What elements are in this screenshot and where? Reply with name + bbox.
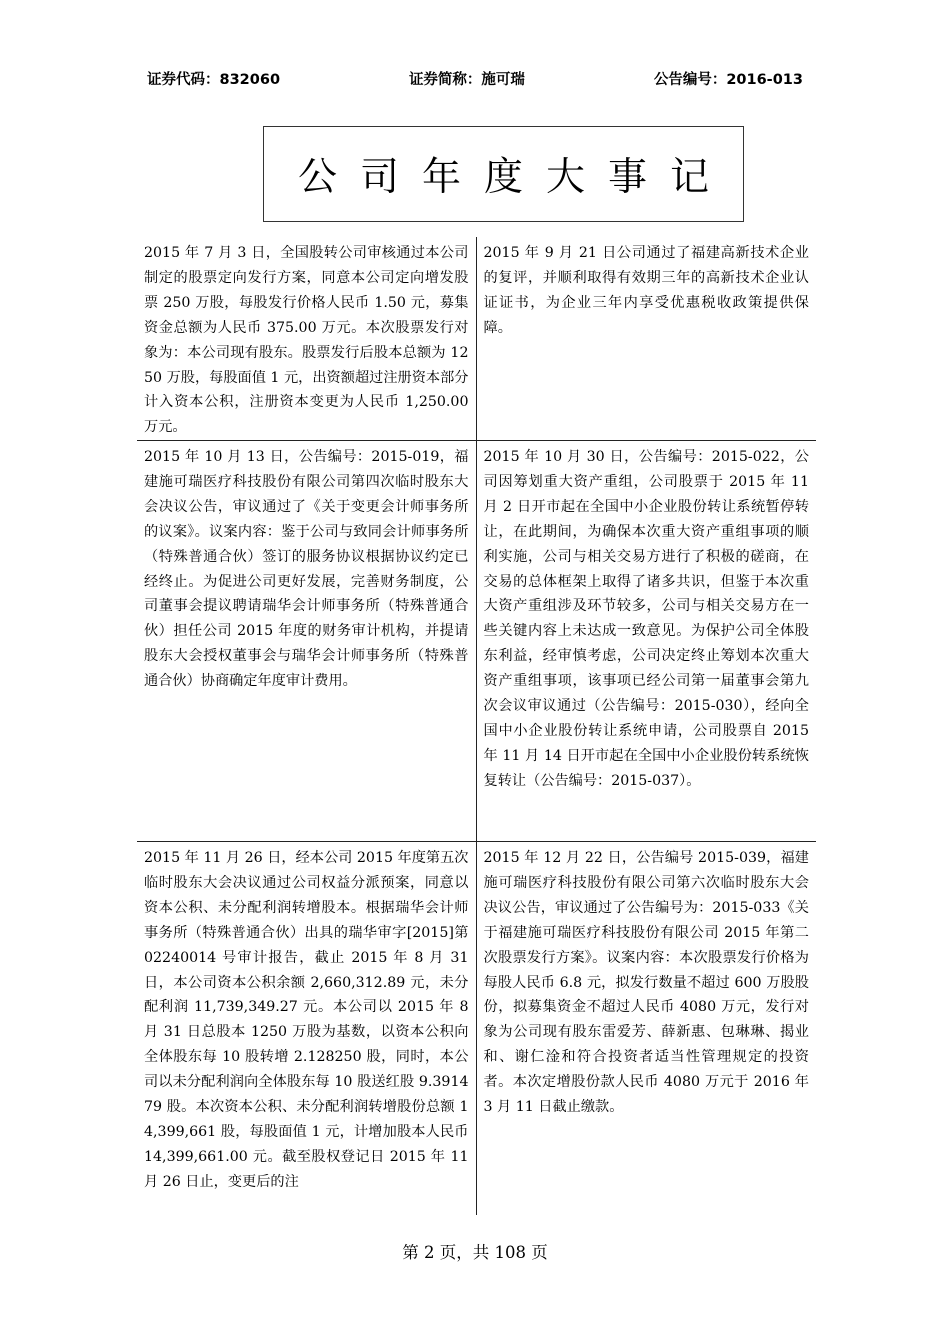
- table-row: [137, 441, 816, 842]
- event-cell: 2015 年 12 月 22 日，公告编号 2015-039，福建施可瑞医疗科技股份有限公司第六次临时股东大会决议公告，审议通过了公告编号为：2015-033《关于福建施可瑞医疗科技股份有限公司 2015 年第二次股票发行方案》。议案内容：本次股票发行价格为每股人民币 6.8 元，拟发行数量不超过 600 万股股份，拟募集资金不超过人民币 4080 万元，发行对象为公司现有股东雷爱芳、薛新惠、包琳琳、揭业和、谢仁淦和符合投资者适当性管理规定的投资者。本次定增股份款人民币 4080 万元于 2016 年 3 月 11 日截止缴款。: [483, 850, 809, 1116]
- title-box: [263, 126, 744, 222]
- security-code: 证券代码：832060: [147, 72, 281, 88]
- notice-number: 公告编号：2016-013: [653, 72, 803, 88]
- page-number: 第 2 页，共 108 页: [402, 1243, 548, 1262]
- security-short-name: 证券简称：施可瑞: [408, 72, 525, 88]
- event-cell: 2015 年 11 月 26 日，经本公司 2015 年度第五次临时股东大会决议通过公司权益分派预案，同意以资本公积、未分配利润转增股本。根据瑞华会计师事务所（特殊普通合伙）出具的瑞华审字[2015]第 02240014 号审计报告，截止 2015 年 8 月 31 日，本公司资本公积余额 2,660,312.89 元，未分配利润 11,739,349.27 元。本公司以 2015 年 8 月 31 日总股本 1250 万股为基数，以资本公积向全体股东每 10 股转增 2.128250 股，同时，本公司以未分配利润向全体股东每 10 股送红股 9.391479 股。本次资本公积、未分配利润转增股份总额 14,399,661 股，每股面值 1 元，计增加股本人民币 14,399,661.00 元。截至股权登记日 2015 年 11 月 26 日止，变更后的注: [137, 842, 477, 1215]
- page-title: 公司年度大事记: [297, 155, 732, 200]
- event-cell: 2015 年 7 月 3 日，全国股转公司审核通过本公司制定的股票定向发行方案，同意本公司定向增发股票 250 万股，每股发行价格人民币 1.50 元，募集资金总额为人民币 375.00 万元。本次股票发行对象为：本公司现有股东。股票发行后股本总额为 1250 万股，每股面值 1 元，出资额超过注册资本部分计入资本公积，注册资本变更为人民币 1,250.00 万元。: [137, 237, 477, 440]
- events-table: [137, 237, 816, 1215]
- table-row: [137, 237, 816, 441]
- event-cell: 2015 年 10 月 13 日，公告编号：2015-019，福建施可瑞医疗科技股份有限公司第四次临时股东大会决议公告，审议通过了《关于变更会计师事务所的议案》。议案内容：鉴于公司与致同会计师事务所（特殊普通合伙）签订的服务协议根据协议约定已经终止。为促进公司更好发展，完善财务制度，公司董事会提议聘请瑞华会计师事务所（特殊普通合伙）担任公司 2015 年度的财务审计机构，并提请股东大会授权董事会与瑞华会计师事务所（特殊普通合伙）协商确定年度审计费用。: [137, 441, 477, 841]
- event-cell: 2015 年 10 月 30 日，公告编号：2015-022，公司因筹划重大资产重组，公司股票于 2015 年 11 月 2 日开市起在全国中小企业股份转让系统暂停转让，在此期间，为确保本次重大资产重组事项的顺利实施，公司与相关交易方进行了积极的磋商，在交易的总体框架上取得了诸多共识，但鉴于本次重大资产重组涉及环节较多，公司与相关交易方在一些关键内容上未达成一致意见。为保护公司全体股东利益，经审慎考虑，公司决定终止筹划本次重大资产重组事项，该事项已经公司第一届董事会第九次会议审议通过（公告编号：2015-030），经向全国中小企业股份转让系统申请，公司股票自 2015 年 11 月 14 日开市起在全国中小企业股份转系统恢复转让（公告编号：2015-037）。: [483, 449, 809, 789]
- page-header: [147, 68, 803, 89]
- event-cell: 2015 年 9 月 21 日公司通过了福建高新技术企业的复评，并顺利取得有效期三年的高新技术企业认证证书，为企业三年内享受优惠税收政策提供保障。: [483, 245, 809, 336]
- table-row: [137, 842, 816, 1215]
